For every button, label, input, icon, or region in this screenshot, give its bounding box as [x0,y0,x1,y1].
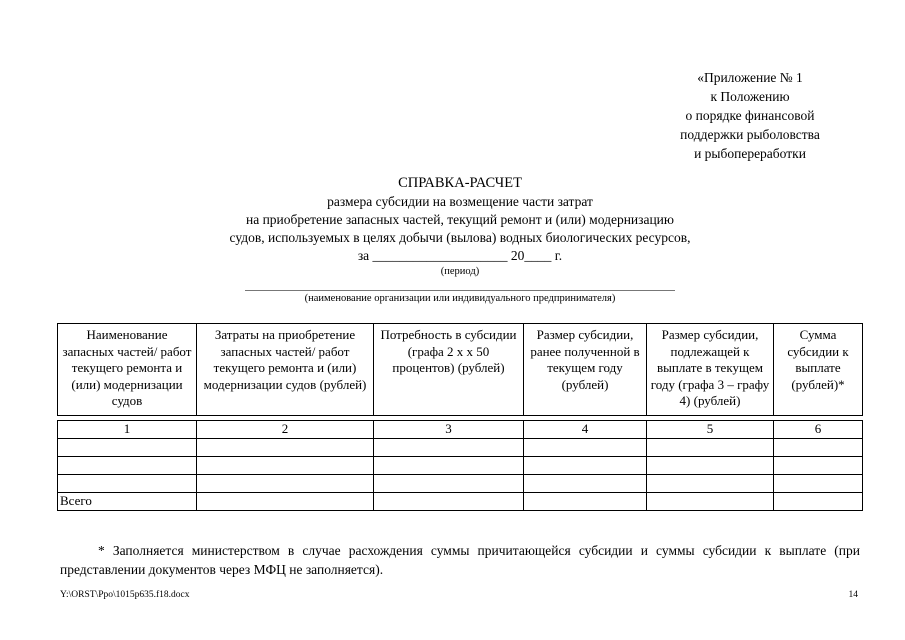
title-line: размера субсидии на возмещение части затрат [327,194,593,209]
column-number: 3 [374,421,524,439]
title-line: на приобретение запасных частей, текущий ремонт и (или) модернизацию [245,212,674,227]
total-row [58,493,863,511]
table-row [58,457,863,475]
header-cell: Потребность в субсидии (графа 2 x х 50 процентов) (рублей) [374,324,524,416]
column-number: 5 [647,421,774,439]
column-number: 6 [774,421,863,439]
file-path: Y:\ORST\Ppo\1015p635.f18.docx [60,590,190,600]
appendix-header [655,68,845,163]
organization-underline [245,290,675,291]
subsidy-table [57,323,863,511]
header-cell: Сумма субсидии к выплате (рублей)* [774,324,863,416]
header-cell: Затраты на приобретение запасных частей/ работ текущего ремонта и (или) модернизации судов (рублей) [197,324,374,416]
column-number-row [58,421,863,439]
page-number: 14 [848,590,858,600]
appendix-line: поддержки рыболовства [680,127,820,142]
table-row [58,475,863,493]
appendix-line: о порядке финансовой [685,108,815,123]
main-title: СПРАВКА-РАСЧЕТ [398,175,522,191]
header-cell: Наименование запасных частей/ работ текущего ремонта и (или) модернизации судов [58,324,197,416]
header-cell: Размер субсидии, подлежащей к выплате в текущем году (графа 3 – графу 4) (рублей) [647,324,774,416]
footnote-text: * Заполняется министерством в случае расхождения суммы причитающейся субсидии и суммы субсидии к выплате (при представлении документов через МФЦ не заполняется). [60,543,860,577]
organization-label: (наименование организации или индивидуального предпринимателя) [304,293,616,304]
appendix-line: «Приложение № 1 [697,70,803,85]
column-number: 1 [58,421,197,439]
header-row [58,324,863,416]
total-label: Всего [58,493,197,511]
appendix-line: к Положению [710,89,790,104]
period-line: за ____________________ 20____ г. [357,248,563,263]
period-label: (период) [440,266,480,277]
column-number: 2 [197,421,374,439]
document-title [190,174,730,278]
appendix-line: и рыбопереработки [694,146,806,161]
column-number: 4 [524,421,647,439]
header-cell: Размер субсидии, ранее полученной в текущем году (рублей) [524,324,647,416]
table-row [58,439,863,457]
title-line: судов, используемых в целях добычи (вылова) водных биологических ресурсов, [229,230,691,245]
footnote [60,541,860,579]
